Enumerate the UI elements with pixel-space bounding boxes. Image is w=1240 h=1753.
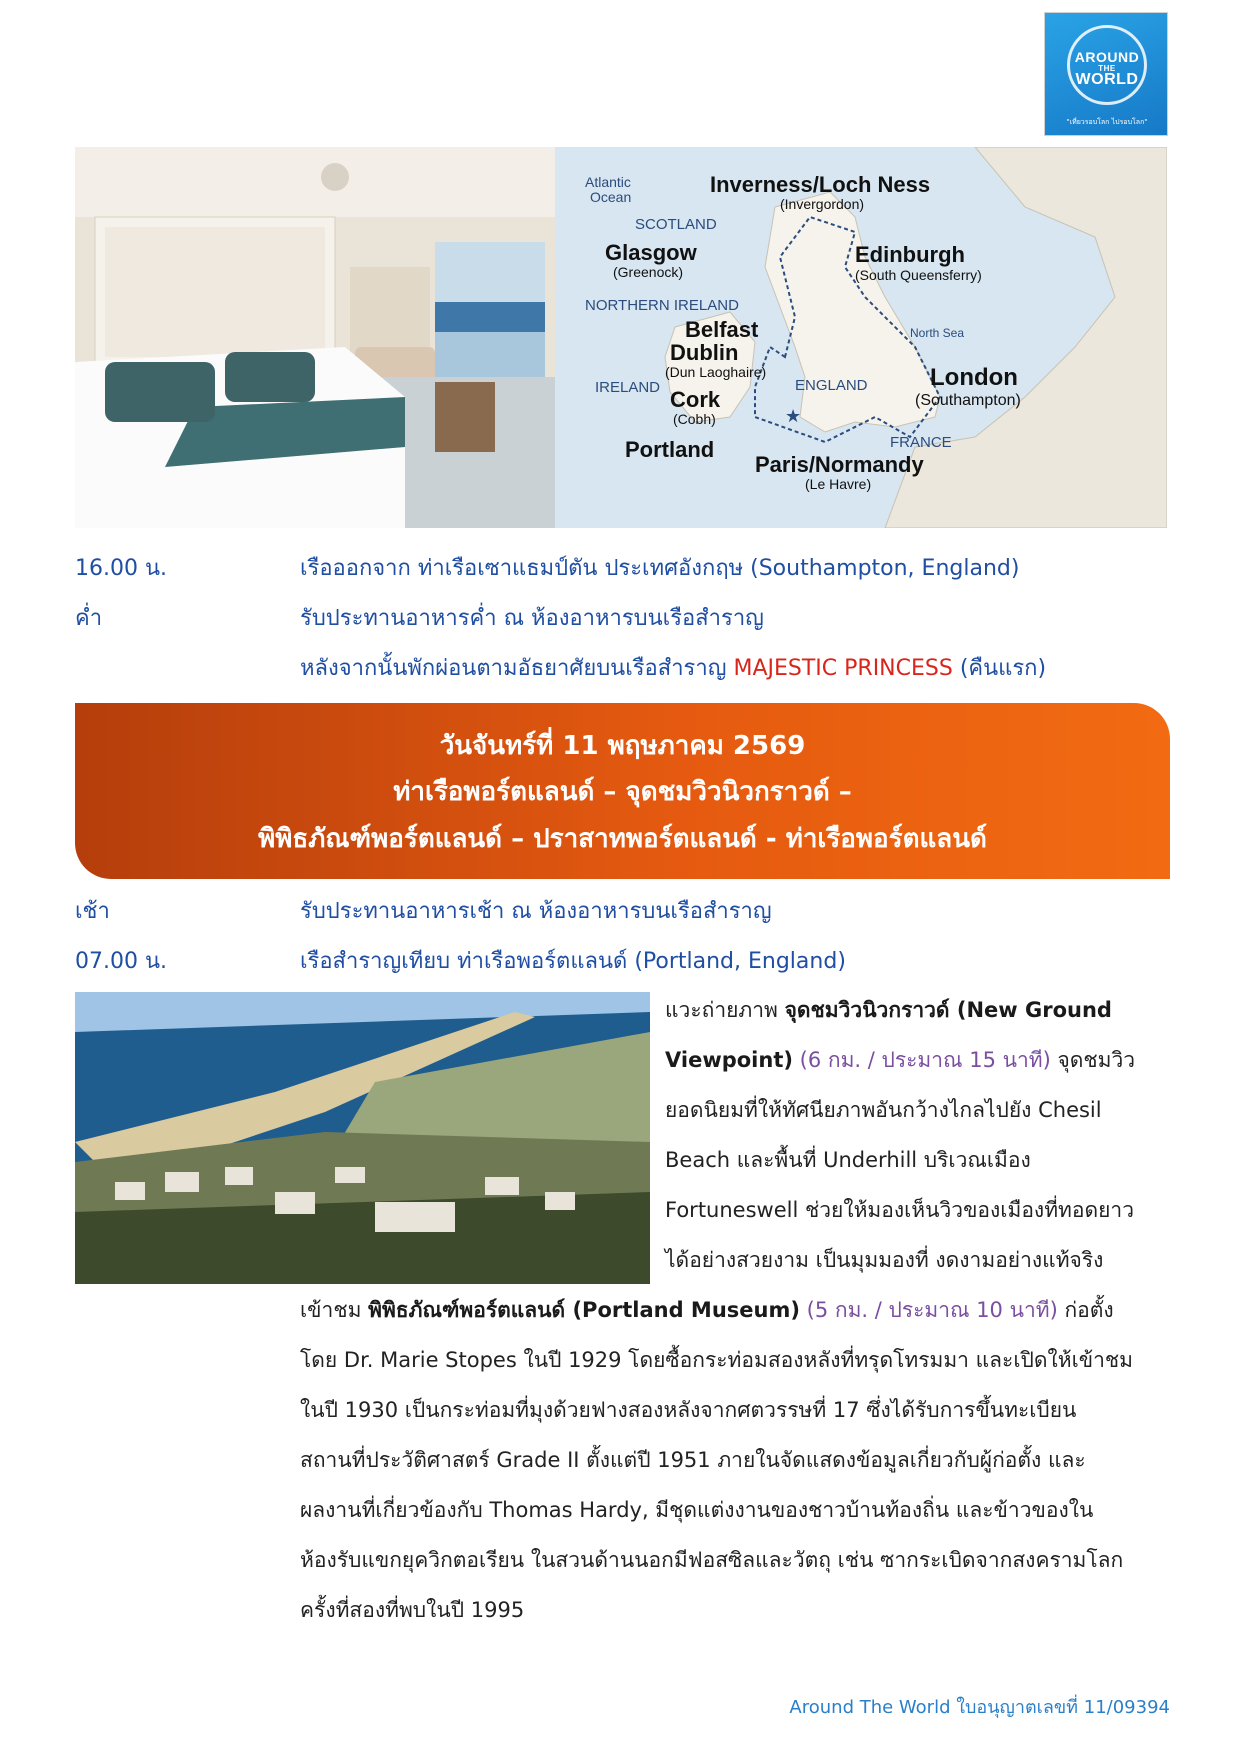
schedule-time-3: เช้า <box>75 899 110 924</box>
museum-line: ผลงานที่เกี่ยวข้องกับ Thomas Hardy, มีชุดแต่งงานของชาวบ้านท้องถิ่น และข้าวของใน <box>300 1498 1094 1522</box>
viewpoint-paragraph <box>665 985 1170 1285</box>
rest-line-after: (คืนแรก) <box>952 656 1047 681</box>
map-label: Edinburgh <box>855 242 965 267</box>
museum-lead: เข้าชม <box>300 1298 369 1322</box>
map-label: Ocean <box>590 189 632 205</box>
map-label: Dublin <box>670 340 739 365</box>
map-label: Glasgow <box>605 240 697 265</box>
viewpoint-line-4: Beach และพื้นที่ Underhill บริเวณเมือง <box>665 1148 1031 1172</box>
banner-route-2: พิพิธภัณฑ์พอร์ตแลนด์ – ปราสาทพอร์ตแลนด์ - ท่าเรือพอร์ตแลนด์ <box>258 824 987 854</box>
ship-name: MAJESTIC PRINCESS <box>733 656 953 681</box>
map-label: (Cobh) <box>673 411 716 427</box>
museum-tail: ก่อตั้ง <box>1057 1298 1114 1322</box>
star-icon: ★ <box>785 406 802 426</box>
schedule-text-2: รับประทานอาหารค่ำ ณ ห้องอาหารบนเรือสำราญ <box>300 606 764 631</box>
cabin-photo <box>75 147 555 528</box>
viewpoint-photo <box>75 992 650 1284</box>
map-label: (Southampton) <box>915 392 1021 409</box>
viewpoint-line-2 <box>665 1035 1170 1085</box>
logo-text-the: THE <box>1098 64 1116 73</box>
banner-date: วันจันทร์ที่ 11 พฤษภาคม 2569 <box>439 731 806 761</box>
schedule-text-1: เรือออกจาก ท่าเรือเซาแธมป์ตัน ประเทศอังกฤษ (Southampton, England) <box>300 556 1020 581</box>
day-banner <box>75 703 1170 879</box>
rest-line <box>300 650 1046 685</box>
map-label: FRANCE <box>890 434 952 451</box>
logo-text-world: WORLD <box>1075 71 1139 88</box>
logo-text-around: AROUND <box>1074 49 1140 65</box>
schedule-time-1: 16.00 น. <box>75 556 168 581</box>
museum-line-1 <box>300 1285 1170 1335</box>
museum-line: ในปี 1930 เป็นกระท่อมที่มุงด้วยฟางสองหลังจากศตวรรษที่ 17 ซึ่งได้รับการขึ้นทะเบียน <box>300 1398 1077 1422</box>
banner-route-1: ท่าเรือพอร์ตแลนด์ – จุดชมวิวนิวกราวด์ – <box>393 777 852 807</box>
viewpoint-name-1: จุดชมวิวนิวกราวด์ (New Ground <box>784 998 1112 1022</box>
map-label: (Invergordon) <box>780 196 865 212</box>
map-label: (Greenock) <box>613 264 684 280</box>
schedule-text-4: เรือสำราญเทียบ ท่าเรือพอร์ตแลนด์ (Portland, England) <box>300 949 846 974</box>
map-label: Belfast <box>685 317 759 342</box>
logo-tagline: "เที่ยวรอบโลก ไปรอบโลก" <box>1066 118 1148 126</box>
schedule-time-2: ค่ำ <box>75 606 103 631</box>
viewpoint-name-2: Viewpoint) <box>665 1048 793 1072</box>
map-label: North Sea <box>910 326 965 340</box>
museum-meta: (5 กม. / ประมาณ 10 นาที) <box>799 1298 1058 1322</box>
viewpoint-line-6: ได้อย่างสวยงาม เป็นมุมมองที่ งดงามอย่างแท้จริง <box>665 1248 1104 1272</box>
cruise-route-map <box>555 147 1167 528</box>
museum-line: โดย Dr. Marie Stopes ในปี 1929 โดยซื้อกระท่อมสองหลังที่ทรุดโทรมมา และเปิดให้เข้าชม <box>300 1348 1133 1372</box>
viewpoint-line-1 <box>665 985 1170 1035</box>
museum-line: ห้องรับแขกยุควิกตอเรียน ในสวนด้านนอกมีฟอสซิลและวัตถุ เช่น ซากระเบิดจากสงครามโลก <box>300 1548 1124 1572</box>
rest-line-before: หลังจากนั้นพักผ่อนตามอัธยาศัยบนเรือสำราญ <box>300 656 734 681</box>
map-label: SCOTLAND <box>635 216 717 233</box>
museum-paragraph <box>300 1285 1170 1635</box>
map-label: (South Queensferry) <box>855 267 982 283</box>
viewpoint-lead: แวะถ่ายภาพ <box>665 998 785 1022</box>
viewpoint-meta: (6 กม. / ประมาณ 15 นาที) <box>792 1048 1051 1072</box>
route-map-drawing <box>555 147 1167 528</box>
map-label: Inverness/Loch Ness <box>710 172 931 197</box>
map-label: (Le Havre) <box>805 476 872 492</box>
map-label: ENGLAND <box>795 377 868 394</box>
map-label: Atlantic <box>585 174 631 190</box>
map-label: London <box>930 364 1018 391</box>
viewpoint-illustration <box>75 992 650 1284</box>
map-label: IRELAND <box>595 379 661 396</box>
schedule-text-3: รับประทานอาหารเช้า ณ ห้องอาหารบนเรือสำราญ <box>300 899 772 924</box>
map-label: (Dun Laoghaire) <box>665 364 767 380</box>
company-logo <box>1044 12 1168 136</box>
schedule-time-4: 07.00 น. <box>75 949 168 974</box>
map-label: Paris/Normandy <box>755 452 924 477</box>
map-label: Cork <box>670 387 721 412</box>
museum-name: พิพิธภัณฑ์พอร์ตแลนด์ (Portland Museum) <box>368 1298 800 1322</box>
museum-line: สถานที่ประวัติศาสตร์ Grade II ตั้งแต่ปี 1951 ภายในจัดแสดงข้อมูลเกี่ยวกับผู้ก่อตั้ง และ <box>300 1448 1086 1472</box>
viewpoint-line-5: Fortuneswell ช่วยให้มองเห็นวิวของเมืองที่ทอดยาว <box>665 1198 1135 1222</box>
map-label: NORTHERN IRELAND <box>585 297 739 314</box>
map-label: Portland <box>625 437 715 462</box>
museum-line: ครั้งที่สองที่พบในปี 1995 <box>300 1598 525 1622</box>
footer-license: Around The World ใบอนุญาตเลขที่ 11/09394 <box>789 1697 1170 1718</box>
cabin-illustration <box>75 147 555 528</box>
viewpoint-tail: จุดชมวิว <box>1050 1048 1136 1072</box>
viewpoint-line-3: ยอดนิยมที่ให้ทัศนียภาพอันกว้างไกลไปยัง Chesil <box>665 1098 1102 1122</box>
